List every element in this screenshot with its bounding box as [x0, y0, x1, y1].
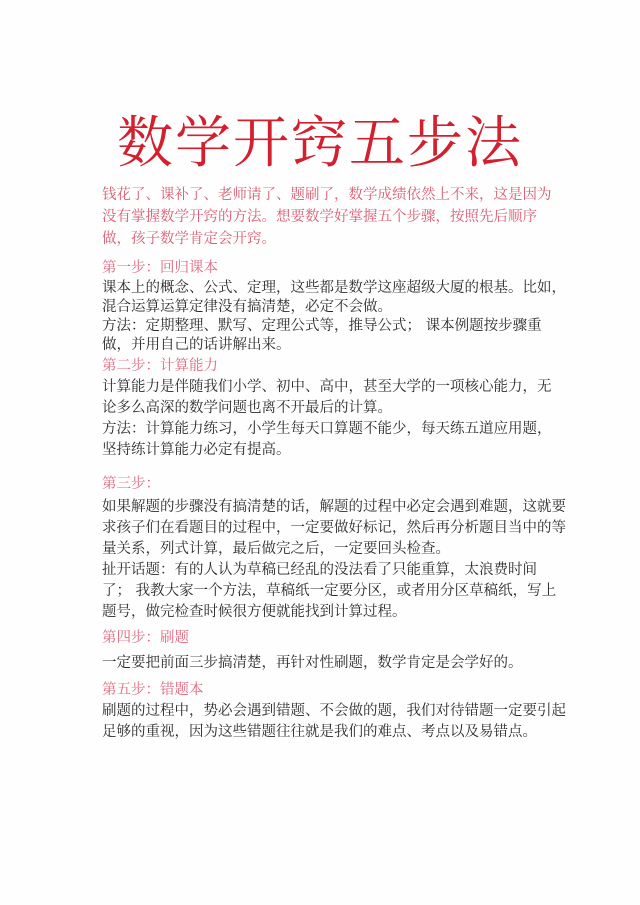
page-title: 数学开窍五步法 — [117, 111, 523, 176]
step-3-line: 求孩子们在看题目的过程中，一定要做好标记，然后再分析题目当中的等 — [102, 520, 566, 536]
step-3-heading: 第三步： — [102, 476, 160, 492]
step-1-line: 混合运算运算定律没有搞清楚，必定不会做。 — [102, 299, 392, 315]
intro-line: 做，孩子数学肯定会开窍。 — [102, 231, 276, 247]
step-1-line: 方法：定期整理、默写、定理公式等，推导公式； 课本例题按步骤重 — [102, 318, 542, 334]
step-1-line: 做，并用自己的话讲解出来。 — [102, 337, 291, 353]
intro-line: 钱花了、课补了、老师请了、题刷了，数学成绩依然上不来，这是因为 — [102, 187, 552, 203]
step-3-line: 扯开话题：有的人认为草稿已经乱的没法看了只能重算，太浪费时间 — [102, 562, 537, 578]
step-5-line: 足够的重视，因为这些错题往往就是我们的难点、考点以及易错点。 — [102, 724, 537, 740]
step-3-line: 量关系，列式计算，最后做完之后，一定要回头检查。 — [102, 541, 450, 557]
step-1-heading: 第一步：回归课本 — [102, 260, 218, 276]
step-3-line: 如果解题的步骤没有搞清楚的话，解题的过程中必定会遇到难题，这就要 — [102, 499, 566, 515]
step-2-line: 计算能力是伴随我们小学、初中、高中，甚至大学的一项核心能力，无 — [102, 379, 552, 395]
step-1-line: 课本上的概念、公式、定理，这些都是数学这座超级大厦的根基。比如， — [102, 280, 566, 296]
step-2-line: 论多么高深的数学问题也离不开最后的计算。 — [102, 400, 392, 416]
step-4-heading: 第四步：刷题 — [102, 630, 189, 646]
step-4-line: 一定要把前面三步搞清楚，再针对性刷题，数学肯定是会学好的。 — [102, 655, 523, 671]
step-3-line: 了； 我教大家一个方法，草稿纸一定要分区，或者用分区草稿纸，写上 — [102, 583, 557, 599]
step-5-line: 刷题的过程中，势必会遇到错题、不会做的题，我们对待错题一定要引起 — [102, 703, 566, 719]
step-2-line: 方法：计算能力练习，小学生每天口算题不能少，每天练五道应用题， — [102, 421, 552, 437]
intro-line: 没有掌握数学开窍的方法。想要数学好掌握五个步骤，按照先后顺序 — [102, 209, 537, 225]
step-3-line: 题号，做完检查时候很方便就能找到计算过程。 — [102, 604, 407, 620]
step-2-heading: 第二步：计算能力 — [102, 358, 218, 374]
step-5-heading: 第五步：错题本 — [102, 682, 204, 698]
step-2-line: 坚持练计算能力必定有提高。 — [102, 442, 291, 458]
